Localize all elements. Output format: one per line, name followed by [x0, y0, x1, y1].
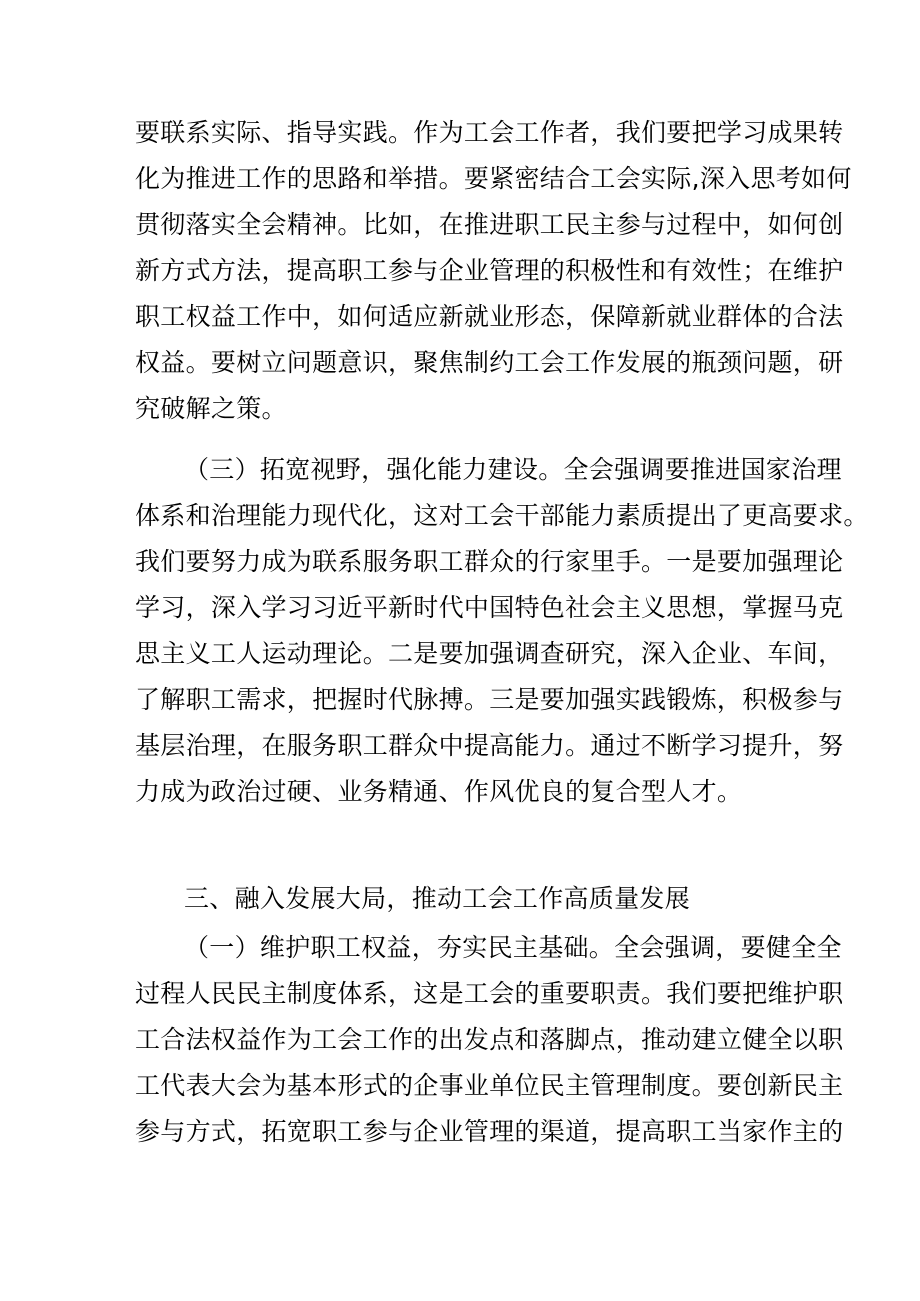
paragraph-line: （一）维护职工权益，夯实民主基础。全会强调，要健全全: [184, 933, 842, 962]
paragraph-line: 工代表大会为基本形式的企事业单位民主管理制度。要创新民主: [135, 1071, 844, 1100]
paragraph-line: 新方式方法，提高职工参与企业管理的积极性和有效性；在维护: [135, 256, 844, 285]
section-heading: 三、融入发展大局，推动工会工作高质量发展: [184, 884, 691, 913]
paragraph-line: 参与方式，拓宽职工参与企业管理的渠道，提高职工当家作主的: [135, 1117, 844, 1146]
paragraph-line: 力成为政治过硬、业务精通、作风优良的复合型人才。: [135, 777, 743, 806]
paragraph-line: （三）拓宽视野，强化能力建设。全会强调要推进国家治理: [184, 455, 842, 484]
paragraph-line: 究破解之策。: [135, 394, 287, 423]
paragraph-line: 思主义工人运动理论。二是要加强调查研究，深入企业、车间，: [135, 639, 844, 668]
paragraph-line: 我们要努力成为联系服务职工群众的行家里手。一是要加强理论: [135, 547, 844, 576]
paragraph-line: 过程人民民主制度体系，这是工会的重要职责。我们要把维护职: [135, 979, 844, 1008]
paragraph-line: 基层治理，在服务职工群众中提高能力。通过不断学习提升，努: [135, 731, 844, 760]
paragraph-line: 工合法权益作为工会工作的出发点和落脚点，推动建立健全以职: [135, 1025, 844, 1054]
paragraph-line: 贯彻落实全会精神。比如，在推进职工民主参与过程中，如何创: [135, 210, 844, 239]
paragraph-line: 学习，深入学习习近平新时代中国特色社会主义思想，掌握马克: [135, 593, 844, 622]
paragraph-line: 体系和治理能力现代化，这对工会干部能力素质提出了更高要求。: [135, 501, 869, 530]
paragraph-line: 要联系实际、指导实践。作为工会工作者，我们要把学习成果转: [135, 118, 844, 147]
paragraph-line: 权益。要树立问题意识，聚焦制约工会工作发展的瓶颈问题，研: [135, 348, 844, 377]
paragraph-line: 化为推进工作的思路和举措。要紧密结合工会实际,深入思考如何: [135, 164, 852, 193]
paragraph-line: 了解职工需求，把握时代脉搏。三是要加强实践锻炼，积极参与: [135, 685, 844, 714]
paragraph-line: 职工权益工作中，如何适应新就业形态，保障新就业群体的合法: [135, 302, 844, 331]
